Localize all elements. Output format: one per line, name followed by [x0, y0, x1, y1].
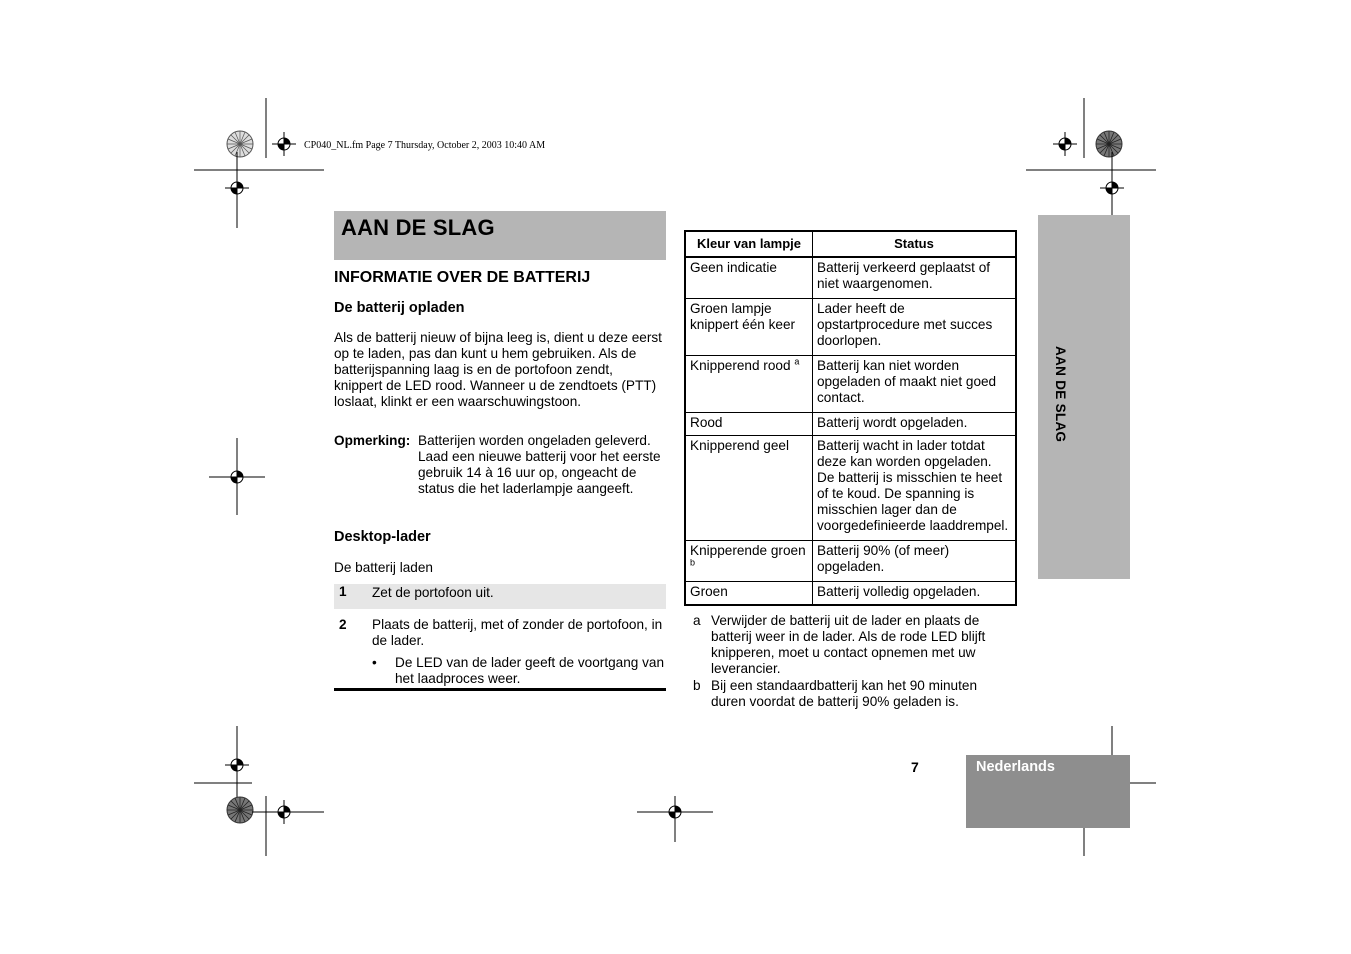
step-number: 2: [339, 617, 347, 632]
led-status: Batterij kan niet worden opgeladen of maakt niet goed contact.: [817, 358, 997, 405]
step-text: Plaats de batterij, met of zonder de portofoon, in de lader.: [372, 617, 663, 649]
led-status: Batterij 90% (of meer) opgeladen.: [817, 543, 950, 574]
footnote-text: Verwijder de batterij uit de lader en plaats de batterij weer in de lader. Als de rode LED blijft knipperen, moet u contact opnemen met uw leverancier.: [711, 613, 986, 677]
step-bullet: [372, 655, 666, 687]
table-row: [685, 541, 1016, 582]
side-tab-label: AAN DE SLAG: [1053, 346, 1068, 443]
led-color: Knipperend geel: [690, 438, 790, 453]
led-status-table: [684, 230, 1017, 606]
battery-info-heading: INFORMATIE OVER DE BATTERIJ: [334, 269, 591, 286]
charge-subheading: De batterij opladen: [334, 300, 465, 316]
led-status: Batterij volledig opgeladen.: [817, 584, 981, 599]
step-item: [334, 609, 666, 687]
led-status: Lader heeft de opstartprocedure met succes doorlopen.: [817, 301, 993, 348]
section-title: AAN DE SLAG: [341, 215, 495, 240]
language-label: Nederlands: [976, 759, 1055, 775]
table-header-row: [685, 231, 1016, 257]
desktop-charger-subheading: Desktop-lader: [334, 529, 431, 545]
note-text: Batterijen worden ongeladen geleverd. Laad een nieuwe batterij voor het eerste gebruik 14 à 16 uur op, ongeacht de status die het laderlampje aangeeft.: [418, 433, 661, 497]
footnote-mark: a: [693, 613, 701, 628]
intro-paragraph: Als de batterij nieuw of bijna leeg is, dient u deze eerst op te laden, pas dan kunt u hem gebruiken. Als de batterijspanning laag is en de portofoon zendt, knippert de LED rood. Wanneer u de zendtoets (PTT) loslaat, klinkt er een waarschuwingstoon.: [334, 330, 662, 410]
table-row: [685, 356, 1016, 413]
footnote-b: [693, 678, 1013, 710]
led-color: Geen indicatie: [690, 260, 777, 275]
language-tab: [966, 755, 1130, 828]
led-color: Rood: [690, 415, 723, 430]
steps-list: [334, 584, 666, 687]
step-text: Zet de portofoon uit.: [372, 585, 494, 600]
column-header-color: Kleur van lampje: [685, 231, 813, 257]
led-color: Knipperende groen: [690, 543, 806, 558]
footnote-mark: b: [693, 678, 701, 693]
table-row: [685, 257, 1016, 299]
note-label: Opmerking:: [334, 433, 411, 448]
led-status: Batterij wacht in lader totdat deze kan worden opgeladen. De batterij is misschien te heet of te koud. De spanning is misschien lager dan de voorgedefinieerde laaddrempel.: [817, 438, 1009, 533]
footnote-ref: b: [690, 557, 696, 568]
page-number: 7: [911, 759, 919, 775]
footnote-text: Bij een standaardbatterij kan het 90 minuten duren voordat de batterij 90% geladen is.: [711, 678, 978, 710]
file-header: CP040_NL.fm Page 7 Thursday, October 2, 2003 10:40 AM: [304, 140, 546, 151]
led-color: Groen lampje knippert één keer: [690, 301, 796, 332]
step-item: [334, 584, 666, 609]
bullet-mark: •: [372, 655, 377, 671]
bullet-text: De LED van de lader geeft de voortgang van het laadproces weer.: [395, 655, 665, 687]
table-row: [685, 413, 1016, 436]
footnote-a: [693, 613, 1013, 677]
led-color: Knipperend rood: [690, 358, 791, 373]
led-status: Batterij verkeerd geplaatst of niet waargenomen.: [817, 260, 991, 291]
side-tab-band: [1038, 215, 1130, 579]
led-status: Batterij wordt opgeladen.: [817, 415, 968, 430]
table-row: [685, 582, 1016, 606]
led-color: Groen: [690, 584, 728, 599]
section-end-rule: [334, 688, 666, 691]
desktop-intro: De batterij laden: [334, 560, 433, 575]
footnote-ref: a: [794, 356, 800, 367]
column-header-status: Status: [813, 231, 1017, 257]
table-row: [685, 299, 1016, 356]
table-row: [685, 436, 1016, 541]
section-title-band: [334, 211, 666, 260]
step-number: 1: [339, 584, 347, 599]
